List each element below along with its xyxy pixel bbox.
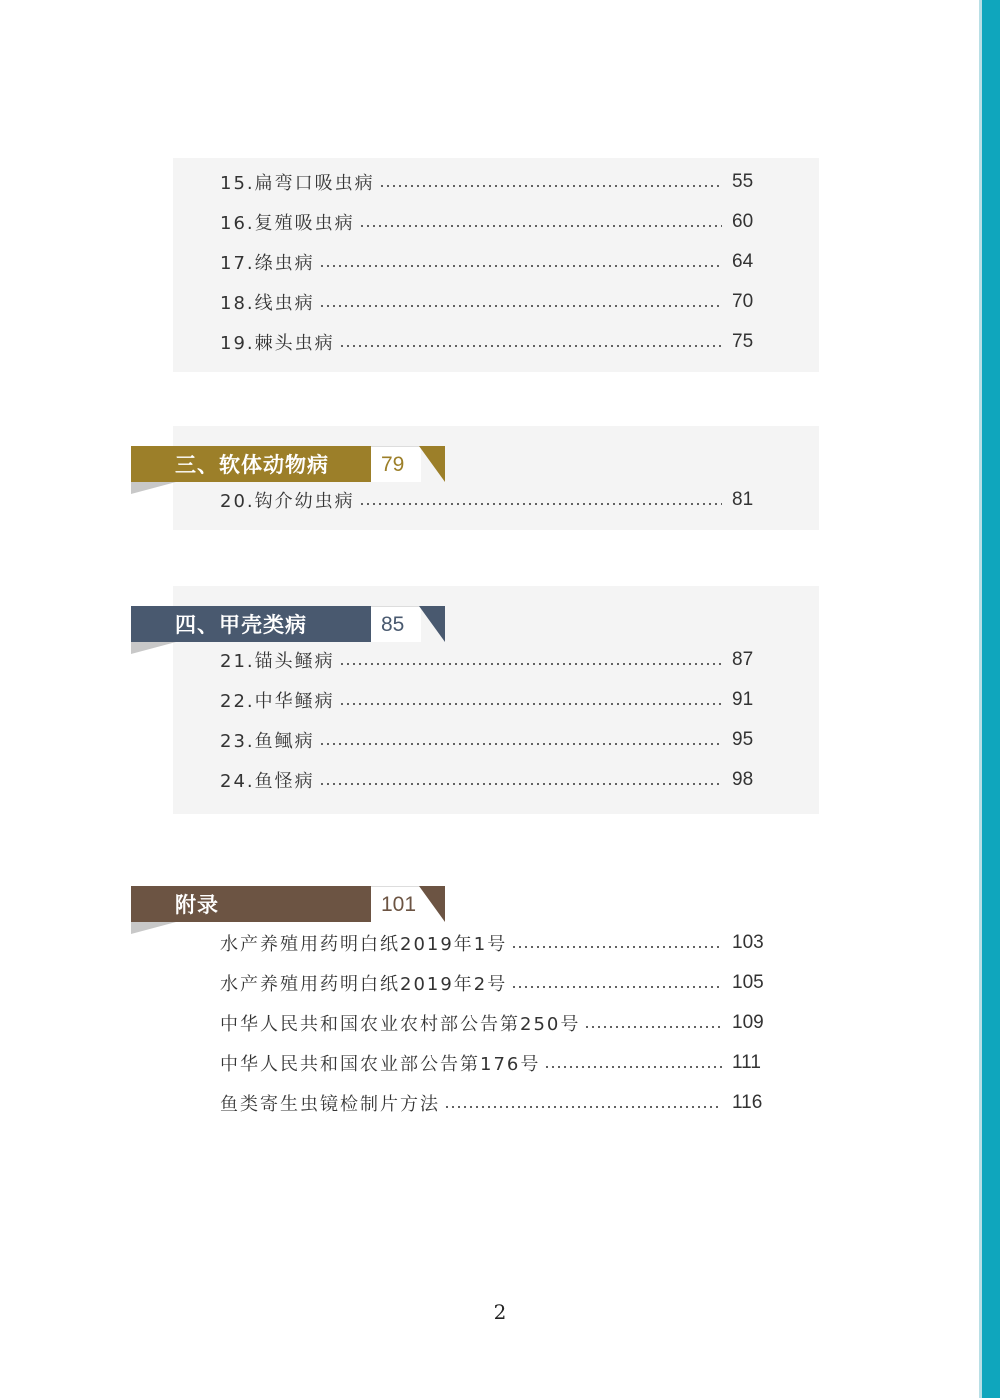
chapter3-corner-mark [417, 446, 447, 482]
dot-leader [319, 743, 722, 745]
toc-entry[interactable] [220, 1048, 776, 1078]
dot-leader [511, 986, 722, 988]
toc-entry[interactable] [220, 167, 776, 197]
chapter4-page: 85 [381, 613, 405, 636]
toc-entry-title: 23.鱼鲺病 [220, 731, 315, 752]
dot-leader [339, 345, 722, 347]
dot-leader [339, 703, 722, 705]
toc-entry-page: 87 [732, 649, 754, 670]
toc-entry-page: 95 [732, 729, 754, 750]
toc-entry[interactable] [220, 207, 776, 237]
toc-entry[interactable] [220, 765, 776, 795]
toc-entry-title: 17.绦虫病 [220, 253, 315, 274]
toc-entry[interactable] [220, 968, 776, 998]
toc-entry[interactable] [220, 247, 776, 277]
appendix-title: 附录 [131, 886, 371, 922]
toc-entry-title: 20.钩介幼虫病 [220, 491, 355, 512]
toc-entry-page: 105 [732, 972, 764, 993]
toc-entry-page: 109 [732, 1012, 764, 1033]
toc-entry[interactable] [220, 485, 776, 515]
toc-entry-title: 19.棘头虫病 [220, 333, 335, 354]
toc-entry-page: 98 [732, 769, 754, 790]
toc-entry-title: 中华人民共和国农业农村部公告第250号 [220, 1014, 581, 1035]
toc-entry-title: 18.线虫病 [220, 293, 315, 314]
toc-entry-page: 91 [732, 689, 754, 710]
toc-entry-title: 21.锚头鳋病 [220, 651, 335, 672]
page-number: 2 [493, 1300, 507, 1324]
dot-leader [359, 225, 722, 227]
dot-leader [584, 1026, 722, 1028]
toc-entry[interactable] [220, 685, 776, 715]
toc-entry-title: 16.复殖吸虫病 [220, 213, 355, 234]
dot-leader [319, 305, 722, 307]
toc-entry-title: 24.鱼怪病 [220, 771, 315, 792]
toc-entry[interactable] [220, 1008, 776, 1038]
toc-entry-title: 水产养殖用药明白纸2019年1号 [220, 934, 508, 955]
toc-entry-page: 103 [732, 932, 764, 953]
toc-entry-title: 鱼类寄生虫镜检制片方法 [220, 1094, 440, 1115]
dot-leader [359, 503, 722, 505]
appendix-corner-mark [417, 886, 447, 922]
toc-entry[interactable] [220, 1088, 776, 1118]
toc-entry-page: 75 [732, 331, 754, 352]
toc-entry[interactable] [220, 287, 776, 317]
toc-entry[interactable] [220, 725, 776, 755]
dot-leader [319, 265, 722, 267]
toc-entry-page: 55 [732, 171, 754, 192]
toc-entry-title: 中华人民共和国农业部公告第176号 [220, 1054, 541, 1075]
chapter3-fold-shadow [131, 482, 176, 494]
toc-entry-page: 111 [732, 1052, 761, 1073]
dot-leader [339, 663, 722, 665]
toc-entry-page: 81 [732, 489, 754, 510]
appendix-fold-shadow [131, 922, 176, 934]
toc-entry-title: 22.中华鳋病 [220, 691, 335, 712]
toc-entry[interactable] [220, 928, 776, 958]
dot-leader [544, 1066, 722, 1068]
chapter4-title: 四、甲壳类病 [131, 606, 371, 642]
toc-entry-title: 15.扁弯口吸虫病 [220, 173, 375, 194]
toc-entry-page: 116 [732, 1092, 763, 1113]
chapter3-page: 79 [381, 453, 405, 476]
appendix-page: 101 [381, 893, 417, 916]
toc-entry[interactable] [220, 327, 776, 357]
side-accent-strip [982, 0, 1000, 1398]
toc-entry-title: 水产养殖用药明白纸2019年2号 [220, 974, 508, 995]
chapter3-title: 三、软体动物病 [131, 446, 371, 482]
toc-entry-page: 60 [732, 211, 754, 232]
dot-leader [379, 185, 722, 187]
chapter4-corner-mark [417, 606, 447, 642]
toc-entry[interactable] [220, 645, 776, 675]
toc-entry-page: 70 [732, 291, 754, 312]
dot-leader [511, 946, 722, 948]
dot-leader [444, 1106, 722, 1108]
toc-entry-page: 64 [732, 251, 754, 272]
chapter4-fold-shadow [131, 642, 176, 654]
dot-leader [319, 783, 722, 785]
